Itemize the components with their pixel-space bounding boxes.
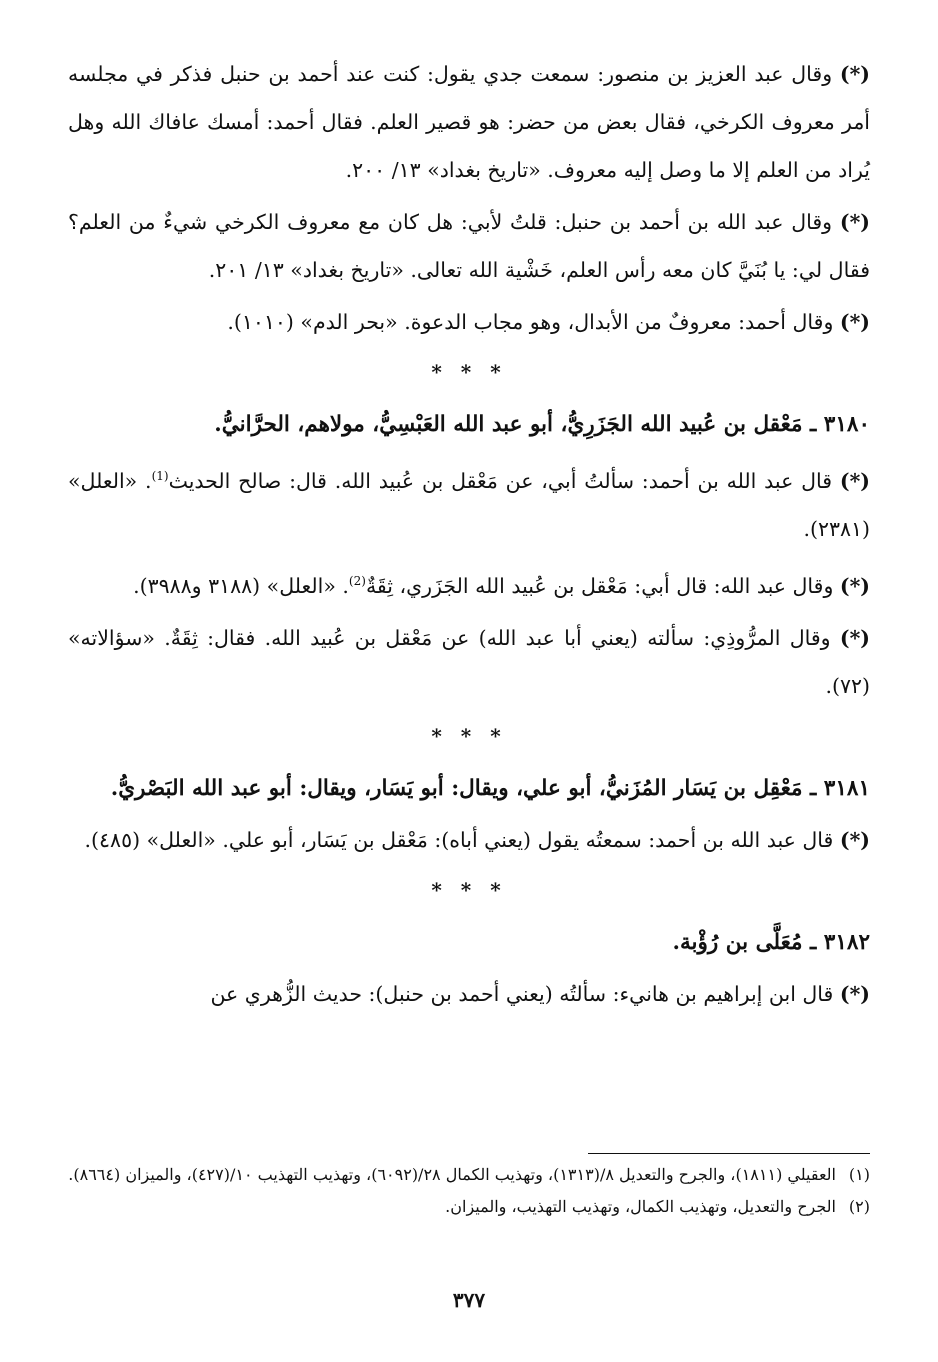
footnote-1 [68, 1160, 870, 1190]
entry-heading-3182: ٣١٨٢ ـ مُعَلَّى بن رُؤْبة. [672, 929, 870, 955]
star-marker: (*) [839, 468, 870, 493]
paragraph-text: وقال عبد الله: قال أبي: مَعْقل بن عُبيد الله الجَزَري، ثِقَةٌ [365, 573, 840, 598]
section-separator: * * * [431, 723, 507, 748]
paragraph-3182-1 [68, 970, 870, 1018]
footnote-marker: (2) [348, 573, 366, 588]
paragraph-3180-1 [68, 452, 870, 553]
paragraph-text: وقال المرُّوذِي: سألته (يعني أبا عبد الله) عن مَعْقل بن عُبيد الله. فقال: ثِقَةٌ. «سؤالاته» (٧٢). [68, 625, 870, 698]
paragraph-3180-3 [68, 614, 870, 710]
footnote-divider [588, 1153, 870, 1154]
footnote-number: (٢) [848, 1197, 870, 1216]
page-body [68, 50, 870, 1022]
entry-heading-3181: ٣١٨١ ـ مَعْقِل بن يَسَار المُزَنيُّ، أبو علي، ويقال: أبو يَسَار، ويقال: أبو عبد الله البَصْريُّ. [110, 775, 870, 801]
footnote-text: الجرح والتعديل، وتهذيب الكمال، وتهذيب التهذيب، والميزان. [445, 1197, 836, 1216]
paragraph-abdullah-question [68, 198, 870, 294]
footnote-marker: (1) [151, 469, 169, 483]
paragraph-text: قال عبد الله بن أحمد: سألتُ أبي، عن مَعْقل بن عُبيد الله. قال: صالح الحديث [168, 468, 840, 493]
star-marker: (*) [839, 981, 870, 1006]
footnotes-section [68, 1160, 870, 1224]
star-marker: (*) [839, 573, 870, 598]
entry-heading-3180: ٣١٨٠ ـ مَعْقل بن عُبيد الله الجَزَرِيُّ، أبو عبد الله العَبْسِيُّ، مولاهم، الحرَّانيُّ. [214, 412, 870, 437]
page-number: ٣٧٧ [452, 1288, 486, 1312]
paragraph-3181-1 [68, 816, 870, 864]
star-marker: (*) [839, 827, 870, 852]
footnote-text: العقيلي (١٨١١)، والجرح والتعديل ٨/(١٣١٣)، وتهذيب الكمال ٢٨/(٦٠٩٢)، وتهذيب التهذيب ١٠/(٤٢٧)، والميزان (٨٦٦٤). [68, 1165, 836, 1184]
section-separator: * * * [431, 360, 507, 384]
paragraph-text: وقال أحمد: معروفٌ من الأبدال، وهو مجاب الدعوة. «بحر الدم» (١٠١٠). [227, 310, 840, 334]
paragraph-text: قال عبد الله بن أحمد: سمعتُه يقول (يعني أباه): مَعْقل بن يَسَار، أبو علي. «العلل» (٤٨٥). [84, 827, 840, 852]
footnote-2 [68, 1192, 870, 1222]
paragraph-text: وقال عبد الله بن أحمد بن حنبل: قلتُ لأبي: هل كان مع معروف الكرخي شيءٌ من العلم؟ فقال لي: يا بُنَيَّ كان معه رأس العلم، خَشْية الله تعالى. «تاريخ بغداد» ١٣/ ٢٠١. [68, 210, 870, 282]
paragraph-text: وقال عبد العزيز بن منصور: سمعت جدي يقول: كنت عند أحمد بن حنبل فذكر في مجلسه أمر معروف الكرخي، فقال بعض من حضر: هو قصير العلم. فقال أحمد: أمسك عافاك الله وهل يُراد من العلم إلا ما وصل إليه معروف. «تاريخ بغداد» ١٣/ ٢٠٠. [68, 62, 870, 182]
star-marker: (*) [839, 62, 870, 86]
star-marker: (*) [839, 210, 870, 234]
paragraph-3180-2 [68, 557, 870, 610]
paragraph-text-tail: . «العلل» (٢٣٨١). [68, 468, 870, 541]
paragraph-abdulaziz [68, 50, 870, 194]
section-separator: * * * [431, 877, 507, 902]
footnote-number: (١) [848, 1165, 870, 1184]
star-marker: (*) [839, 625, 870, 650]
paragraph-ahmad-abdal [68, 298, 870, 346]
paragraph-text: قال ابن إبراهيم بن هانيء: سألتُه (يعني أحمد بن حنبل): حديث الزُّهري عن [210, 981, 840, 1006]
star-marker: (*) [839, 310, 870, 334]
paragraph-text-tail: . «العلل» (٣١٨٨ و٣٩٨٨). [133, 573, 349, 598]
